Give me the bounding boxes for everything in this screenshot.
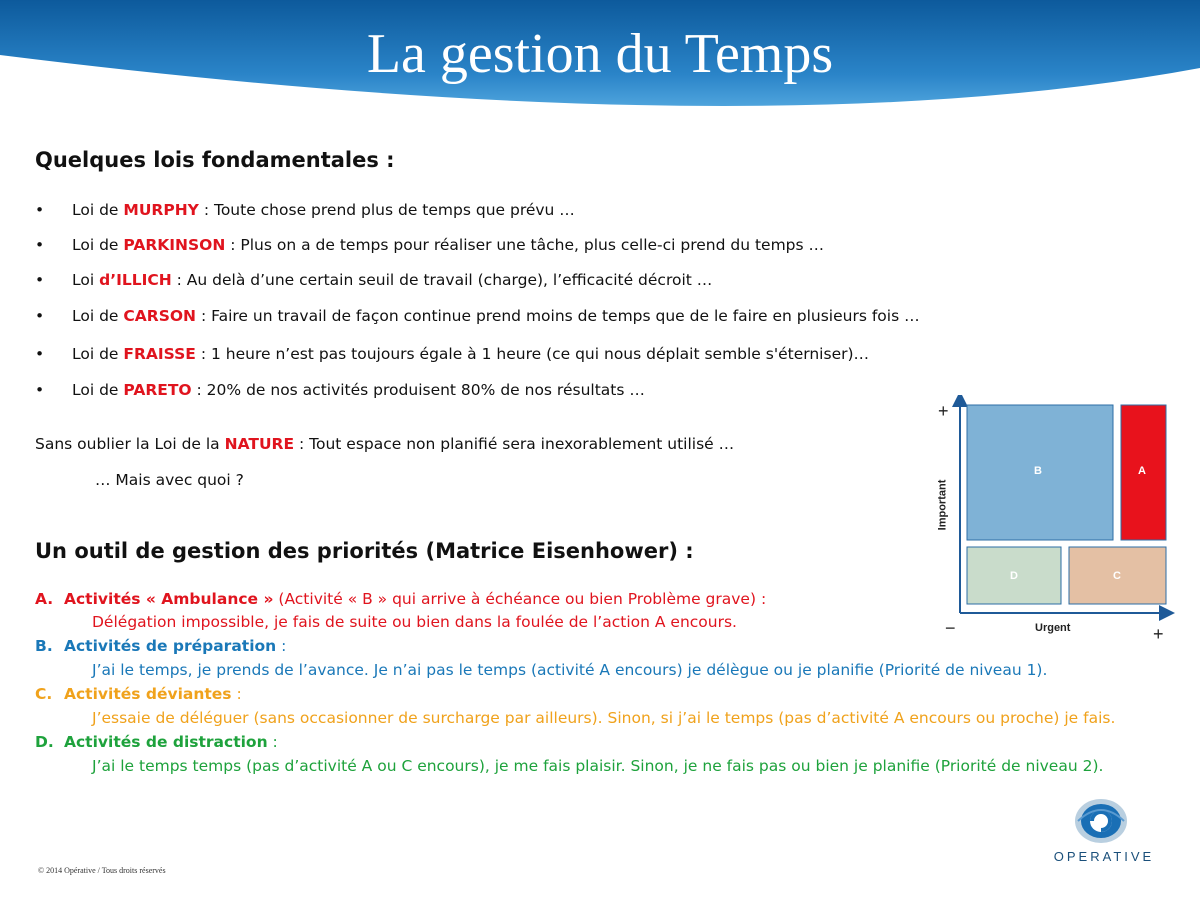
nature-followup: … Mais avec quoi ? xyxy=(95,471,244,489)
bullet: • xyxy=(35,345,45,363)
copyright-notice: © 2014 Opérative / Tous droits réservés xyxy=(38,866,166,875)
law-prefix: Loi de xyxy=(72,201,124,219)
minus-label: − xyxy=(945,618,956,638)
quadrant-a-label: A xyxy=(1138,465,1146,477)
activity-a xyxy=(35,590,766,608)
law-prefix: Loi de xyxy=(72,381,124,399)
activity-detail: : xyxy=(267,733,278,751)
activity-b-description: J’ai le temps, je prends de l’avance. Je n’ai pas le temps (activité A encours) je délègue ou je planifie (Priorité de niveau 1). xyxy=(92,661,1048,679)
activity-label: Activités « Ambulance » xyxy=(64,590,274,608)
law-text: : Toute chose prend plus de temps que prévu … xyxy=(198,201,575,219)
activity-letter: A. xyxy=(35,590,54,608)
law-name: PARETO xyxy=(123,381,192,399)
law-prefix: Loi de xyxy=(72,236,124,254)
activity-letter: C. xyxy=(35,685,53,703)
law-text: : 20% de nos activités produisent 80% de nos résultats … xyxy=(191,381,645,399)
law-text: : Faire un travail de façon continue prend moins de temps que de le faire en plusieurs fois … xyxy=(196,307,920,325)
page-title: La gestion du Temps xyxy=(366,23,834,85)
bullet: • xyxy=(35,307,45,325)
activity-letter: B. xyxy=(35,637,53,655)
nature-prefix: Sans oublier la Loi de la xyxy=(35,435,225,453)
x-axis-label: Urgent xyxy=(1035,622,1071,634)
bullet: • xyxy=(35,201,45,219)
activity-detail: : xyxy=(231,685,242,703)
quadrant-d-label: D xyxy=(1010,570,1018,582)
law-name: MURPHY xyxy=(123,201,199,219)
header-banner xyxy=(0,0,1200,130)
eye-logo-icon xyxy=(1048,795,1160,850)
operative-logo xyxy=(1048,795,1160,870)
law-text: : Plus on a de temps pour réaliser une tâche, plus celle-ci prend du temps … xyxy=(225,236,825,254)
law-item xyxy=(35,271,712,289)
activity-detail: : xyxy=(276,637,287,655)
eisenhower-matrix xyxy=(935,395,1175,645)
law-name: CARSON xyxy=(123,307,197,325)
activity-letter: D. xyxy=(35,733,54,751)
activity-c-description: J’essaie de déléguer (sans occasionner de surcharge par ailleurs). Sinon, si j’ai le temps (pas d’activité A encours ou proche) je fais. xyxy=(92,709,1116,727)
logo-text: OPERATIVE xyxy=(1053,849,1155,864)
law-name: d’ILLICH xyxy=(99,271,172,289)
law-name: FRAISSE xyxy=(123,345,196,363)
bullet: • xyxy=(35,381,45,399)
law-text: : Au delà d’une certain seuil de travail (charge), l’efficacité décroit … xyxy=(171,271,713,289)
activity-label: Activités de distraction xyxy=(64,733,268,751)
nature-name: NATURE xyxy=(224,435,295,453)
activity-label: Activités déviantes xyxy=(64,685,232,703)
bullet: • xyxy=(35,271,45,289)
activity-label: Activités de préparation xyxy=(64,637,277,655)
priorities-section-title: Un outil de gestion des priorités (Matrice Eisenhower) : xyxy=(35,539,694,563)
law-item xyxy=(35,381,645,399)
law-name: PARKINSON xyxy=(123,236,226,254)
law-text: : 1 heure n’est pas toujours égale à 1 heure (ce qui nous déplait semble s'éterniser)… xyxy=(195,345,870,363)
plus-top-label: + xyxy=(938,401,949,421)
bullet: • xyxy=(35,236,45,254)
law-prefix: Loi de xyxy=(72,345,124,363)
activity-b xyxy=(35,637,286,655)
activity-detail: (Activité « B » qui arrive à échéance ou bien Problème grave) : xyxy=(273,590,767,608)
law-item xyxy=(35,307,920,325)
quadrant-b-label: B xyxy=(1034,465,1042,477)
law-prefix: Loi de xyxy=(72,307,124,325)
plus-right-label: + xyxy=(1153,624,1164,644)
y-axis-label: Important xyxy=(936,479,949,531)
laws-section-title: Quelques lois fondamentales : xyxy=(35,148,395,172)
law-item xyxy=(35,236,824,254)
activity-a-description: Délégation impossible, je fais de suite ou bien dans la foulée de l’action A encours. xyxy=(92,613,737,631)
law-item xyxy=(35,345,869,363)
nature-law xyxy=(35,435,734,453)
nature-text: : Tout espace non planifié sera inexorablement utilisé … xyxy=(294,435,735,453)
law-prefix: Loi xyxy=(72,271,100,289)
law-item xyxy=(35,201,575,219)
matrix-graphic xyxy=(935,395,1175,645)
activity-c xyxy=(35,685,242,703)
activity-d xyxy=(35,733,278,751)
activity-d-description: J’ai le temps temps (pas d’activité A ou C encours), je me fais plaisir. Sinon, je ne fais pas ou bien je planifie (Priorité de niveau 2). xyxy=(92,757,1104,775)
quadrant-c-label: C xyxy=(1113,570,1121,582)
